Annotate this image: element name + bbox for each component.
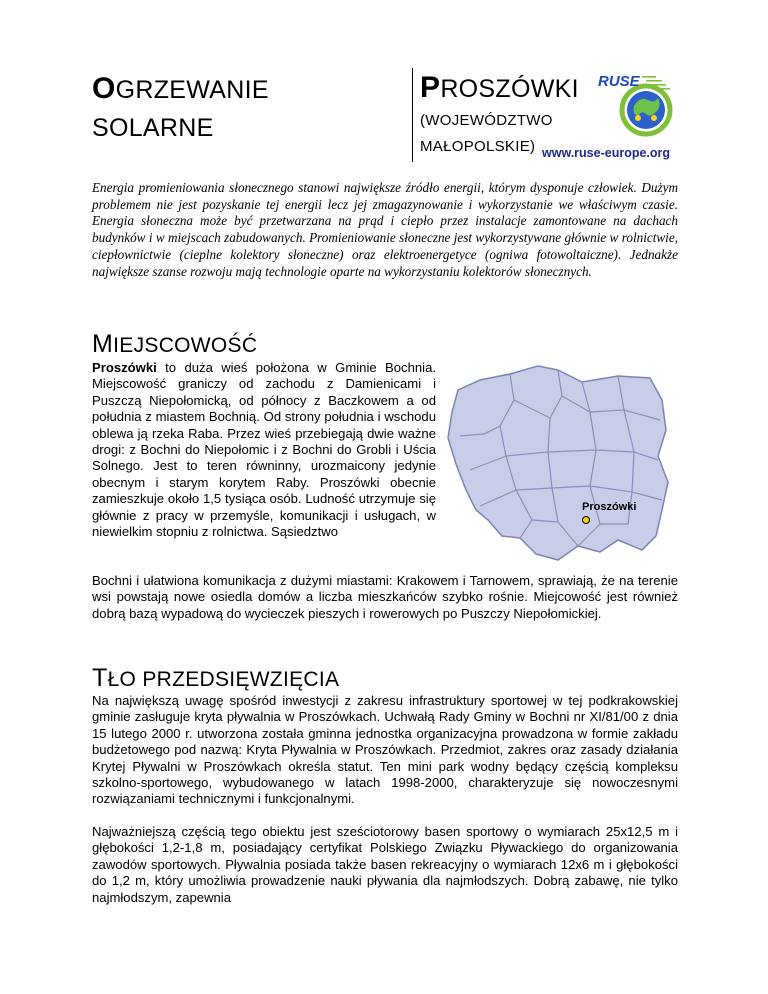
section-heading-background: TŁO PRZEDSIĘWZIĘCIA xyxy=(92,664,340,692)
voivodeship-line-1: (WOJEWÓDZTWO xyxy=(420,112,553,129)
title-line-1: OGRZEWANIE xyxy=(92,72,269,105)
map-location-marker xyxy=(583,517,590,524)
map-location-label: Proszówki xyxy=(582,501,637,513)
ruse-logo xyxy=(596,70,680,142)
background-paragraph-2: Najważniejszą częścią tego obiektu jest sześciotorowy basen sportowy o wymiarach 25x12,5 m i głębokości 1,2-1,8 m, posiadający certyfikat Polskiego Związku Pływackiego do organizowania zawodów sportowych. Pływalnia posiada także basen rekreacyjny o wymiarach 12x6 m i głębokości do 1,2 m, który umożliwia prowadzenie nauki pływania dla najmłodszych. Dobrą zabawę, nie tylko najmłodszym, zapewnia xyxy=(92,824,678,905)
village-name-bold: Proszówki xyxy=(92,360,157,375)
voivodeship-line-2: MAŁOPOLSKIE) xyxy=(420,138,536,155)
background-paragraph-1: Na największą uwagę spośród inwestycji z zakresu infrastruktury sportowej w tej podkrakowskiej gminie zasługuje kryta pływalnia w Proszówkach. Uchwałą Rady Gminy w Bochni nr XI/81/00 z dnia 15 lutego 2000 r. utworzona została gminna jednostka organizacyjna prowadzona w formie zakładu budżetowego pod nazwą: Kryta Pływalnia w Proszówkach. Przedmiot, zakres oraz zasady działania Krytej Pływalni w Proszówkach określa statut. Ten mini park wodny będący częścią kompleksu szkolno-sportowego, wybudowanego w latach 1998-2000, charakteryzuje się nowoczesnymi rozwiązaniami technicznymi i funkcjonalnymi. xyxy=(92,693,678,807)
map-country-shape xyxy=(448,366,668,560)
logo-url: www.ruse-europe.org xyxy=(542,146,671,160)
poland-map xyxy=(440,360,678,578)
logo-text: RUSE xyxy=(598,73,640,90)
location-paragraph-bottom: Bochni i ułatwiona komunikacja z dużymi miastami: Krakowem i Tarnowem, sprawiają, że na terenie wsi powstają nowe osiedla domów a liczba mieszkańców szybko rośnie. Miejcowość jest również dobrą bazą wypadową do wycieczek pieszych i rowerowych po Puszczy Niepołomickiej. xyxy=(92,573,678,621)
location-name: PROSZÓWKI xyxy=(420,71,579,104)
header-divider xyxy=(412,68,413,162)
document-title xyxy=(92,70,392,147)
intro-paragraph: Energia promieniowania słonecznego stanowi największe źródło energii, którym dysponuje człowiek. Dużym problemem nie jest pozyskanie tej energii lecz jej zmagazynowanie i wykorzystanie we właściwym czasie. Energia słoneczna może być przetwarzana na prąd i ciepło przez instalacje zamontowane na dachach budynków i w miejscach zabudowanych. Promieniowanie słoneczne jest wykorzystywane głównie w rolnictwie, ciepłownictwie (cieplne kolektory słoneczne) oraz elektroenergetyce (ogniwa fotowoltaiczne). Jednakże największe szanse rozwoju mają technologie oparte na wykorzystaniu kolektorów słonecznych. xyxy=(92,180,678,279)
title-line-2: SOLARNE xyxy=(92,114,214,142)
location-paragraph-top: Proszówki to duża wieś położona w Gminie Bochnia. Miejscowość graniczy od zachodu z Damienicami i Puszczą Niepołomicką, od północy z Baczkowem a od południa z miastem Bochnią. Od strony południa i wschodu oblewa ją rzeka Raba. Przez wieś przebiegają dwie ważne drogi: z Bochni do Niepołomic i z Bochni do Grobli i Uścia Solnego. Jest to teren równinny, urozmaicony jedynie obecnym i starym korytem Raby. Proszówki obecnie zamieszkuje około 1,5 tysiąca osób. Ludność utrzymuje się głównie z pracy w przemyśle, komunikacji i usługach, w niewielkim stopniu z rolnictwa. Sąsiedztwo xyxy=(92,360,436,540)
section-heading-location: MIEJSCOWOŚĆ xyxy=(92,330,258,358)
